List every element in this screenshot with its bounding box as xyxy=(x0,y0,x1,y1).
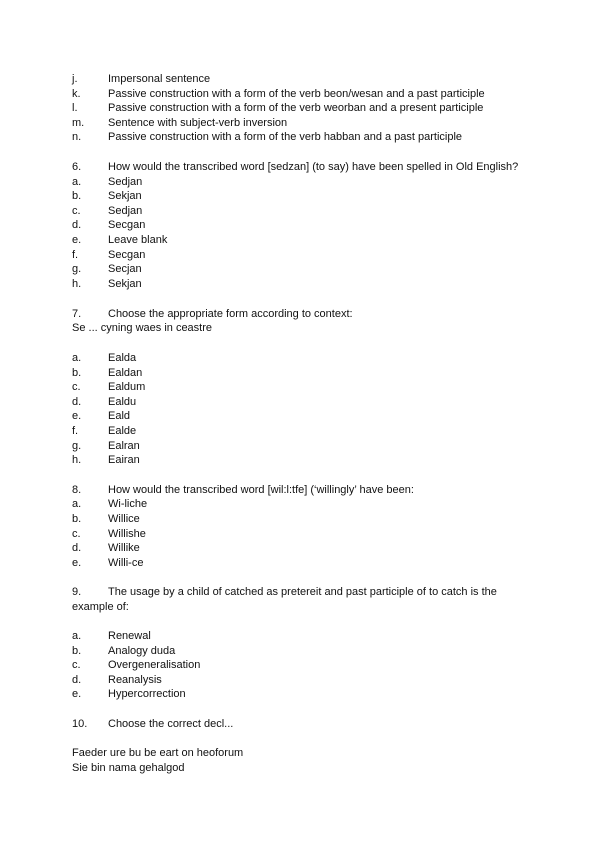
question-6 xyxy=(72,160,518,174)
item-text: Impersonal sentence xyxy=(108,73,211,85)
question-number: 8. xyxy=(72,484,82,496)
passage-text: Faeder ure bu be eart on heoforum xyxy=(72,747,244,759)
passage-line xyxy=(72,746,243,760)
option-text: Ealdan xyxy=(108,367,143,379)
item-text: Passive construction with a form of the verb habban and a past participle xyxy=(108,131,463,143)
option-label: f. xyxy=(72,425,79,437)
answer-option xyxy=(72,658,200,672)
option-label: e. xyxy=(72,410,82,422)
option-text: Sekjan xyxy=(108,190,142,202)
option-text: Reanalysis xyxy=(108,674,162,686)
item-text: Passive construction with a form of the verb beon/wesan and a past participle xyxy=(108,88,485,100)
option-label: c. xyxy=(72,381,81,393)
option-text: Willishe xyxy=(108,528,146,540)
option-label: a. xyxy=(72,498,82,510)
passage-text: Sie bin nama gehalgod xyxy=(72,762,185,774)
item-label: j. xyxy=(72,73,78,85)
answer-option xyxy=(72,204,142,218)
answer-option xyxy=(72,175,142,189)
option-label: a. xyxy=(72,630,82,642)
question-10 xyxy=(72,717,233,731)
item-text: Sentence with subject-verb inversion xyxy=(108,117,288,129)
answer-option xyxy=(72,556,143,570)
question-number: 6. xyxy=(72,161,82,173)
option-text: Ealde xyxy=(108,425,137,437)
item-label: m. xyxy=(72,117,85,129)
option-text: Sekjan xyxy=(108,278,142,290)
option-label: c. xyxy=(72,205,81,217)
question-text: How would the transcribed word [wil:l:tfe] (‘willingly’ have been: xyxy=(108,484,414,496)
option-label: b. xyxy=(72,190,82,202)
option-text: Eairan xyxy=(108,454,140,466)
answer-option xyxy=(72,673,162,687)
option-label: a. xyxy=(72,176,82,188)
option-label: d. xyxy=(72,219,82,231)
option-label: f. xyxy=(72,249,79,261)
answer-option xyxy=(72,512,140,526)
answer-option xyxy=(72,277,142,291)
answer-option xyxy=(72,527,146,541)
item-label: n. xyxy=(72,131,82,143)
answer-option xyxy=(72,366,142,380)
option-label: h. xyxy=(72,278,82,290)
answer-option xyxy=(72,453,140,467)
list-item xyxy=(72,116,287,130)
option-label: c. xyxy=(72,659,81,671)
option-text: Secgan xyxy=(108,249,146,261)
option-text: Secjan xyxy=(108,263,142,275)
option-text: Sedjan xyxy=(108,176,143,188)
answer-option xyxy=(72,380,145,394)
option-text: Renewal xyxy=(108,630,151,642)
item-label: k. xyxy=(72,88,81,100)
question-8 xyxy=(72,483,414,497)
answer-option xyxy=(72,395,136,409)
option-label: d. xyxy=(72,542,82,554)
option-text: Ealran xyxy=(108,440,140,452)
option-label: g. xyxy=(72,263,82,275)
option-text: Secgan xyxy=(108,219,146,231)
answer-option xyxy=(72,541,140,555)
list-item xyxy=(72,72,210,86)
question-text: Choose the appropriate form according to context: xyxy=(108,308,353,320)
option-text: Sedjan xyxy=(108,205,143,217)
option-text: Eald xyxy=(108,410,131,422)
question-context xyxy=(72,321,212,335)
list-item xyxy=(72,87,485,101)
option-label: b. xyxy=(72,367,82,379)
item-label: l. xyxy=(72,102,78,114)
answer-option xyxy=(72,248,145,262)
option-label: d. xyxy=(72,674,82,686)
option-label: b. xyxy=(72,645,82,657)
question-number: 9. xyxy=(72,586,82,598)
question-number: 7. xyxy=(72,308,82,320)
option-text: Willike xyxy=(108,542,140,554)
list-item xyxy=(72,101,483,115)
option-text: Ealdum xyxy=(108,381,146,393)
option-label: e. xyxy=(72,557,82,569)
option-label: c. xyxy=(72,528,81,540)
option-label: g. xyxy=(72,440,82,452)
option-label: a. xyxy=(72,352,82,364)
question-7 xyxy=(72,307,353,321)
answer-option xyxy=(72,644,175,658)
passage-line xyxy=(72,761,185,775)
question-text: The usage by a child of catched as pretereit and past participle of to catch is the xyxy=(108,586,497,598)
answer-option xyxy=(72,424,136,438)
option-text: Wi-liche xyxy=(108,498,148,510)
option-label: b. xyxy=(72,513,82,525)
option-label: h. xyxy=(72,454,82,466)
answer-option xyxy=(72,351,136,365)
item-text: Passive construction with a form of the verb weorban and a present participle xyxy=(108,102,484,114)
option-text: Overgeneralisation xyxy=(108,659,201,671)
answer-option xyxy=(72,409,130,423)
question-continuation xyxy=(72,600,129,614)
option-label: e. xyxy=(72,234,82,246)
answer-option xyxy=(72,687,186,701)
option-text: Ealdu xyxy=(108,396,137,408)
answer-option xyxy=(72,189,142,203)
question-text: How would the transcribed word [sedzan] (to say) have been spelled in Old English? xyxy=(108,161,519,173)
question-text-continued: example of: xyxy=(72,601,129,613)
answer-option xyxy=(72,233,167,247)
option-text: Willice xyxy=(108,513,140,525)
option-label: d. xyxy=(72,396,82,408)
question-text: Choose the correct decl... xyxy=(108,718,234,730)
option-label: e. xyxy=(72,688,82,700)
option-text: Ealda xyxy=(108,352,137,364)
answer-option xyxy=(72,218,145,232)
option-text: Leave blank xyxy=(108,234,168,246)
answer-option xyxy=(72,262,142,276)
list-item xyxy=(72,130,462,144)
option-text: Analogy duda xyxy=(108,645,176,657)
option-text: Willi-ce xyxy=(108,557,144,569)
option-text: Hypercorrection xyxy=(108,688,186,700)
context-text: Se ... cyning waes in ceastre xyxy=(72,322,213,334)
answer-option xyxy=(72,629,151,643)
answer-option xyxy=(72,439,140,453)
question-9 xyxy=(72,585,497,599)
answer-option xyxy=(72,497,147,511)
question-number: 10. xyxy=(72,718,88,730)
